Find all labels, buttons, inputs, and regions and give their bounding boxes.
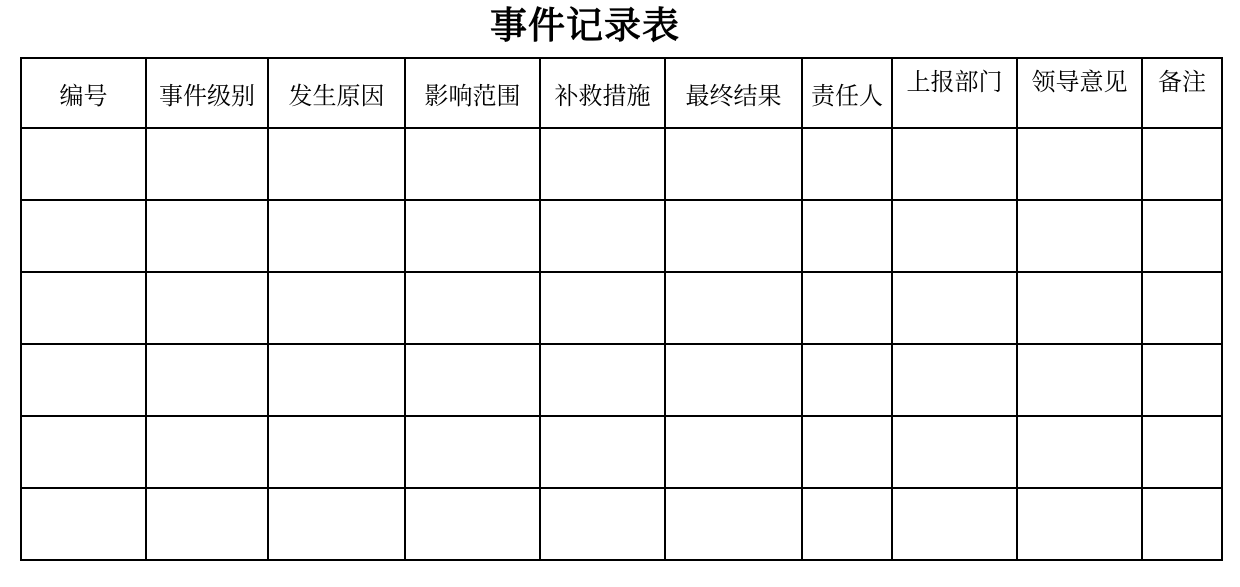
- table-cell: [146, 344, 268, 416]
- table-cell: [268, 488, 405, 560]
- table-cell: [665, 272, 802, 344]
- table-cell: [1017, 128, 1142, 200]
- table-cell: [802, 344, 892, 416]
- table-cell: [892, 272, 1017, 344]
- table-cell: [21, 416, 146, 488]
- table-cell: [146, 272, 268, 344]
- table-cell: [21, 344, 146, 416]
- column-header-reporting-department: 上报部门: [892, 58, 1017, 128]
- table-cell: [802, 416, 892, 488]
- table-row: [21, 416, 1222, 488]
- table-cell: [540, 416, 665, 488]
- document-title: 事件记录表: [490, 6, 680, 47]
- table-cell: [892, 344, 1017, 416]
- column-header-remarks: 备注: [1142, 58, 1222, 128]
- table-cell: [268, 344, 405, 416]
- column-header-number: 编号: [21, 58, 146, 128]
- column-header-leader-opinion: 领导意见: [1017, 58, 1142, 128]
- table-cell: [892, 200, 1017, 272]
- table-cell: [802, 200, 892, 272]
- table-cell: [146, 200, 268, 272]
- column-header-event-level: 事件级别: [146, 58, 268, 128]
- table-cell: [540, 488, 665, 560]
- table-cell: [665, 416, 802, 488]
- header-row: [21, 58, 1222, 128]
- table-cell: [1142, 416, 1222, 488]
- table-cell: [405, 272, 540, 344]
- table-cell: [1142, 344, 1222, 416]
- column-header-cause: 发生原因: [268, 58, 405, 128]
- table-cell: [665, 128, 802, 200]
- table-cell: [665, 488, 802, 560]
- table-row: [21, 128, 1222, 200]
- table-cell: [146, 488, 268, 560]
- table-cell: [1142, 200, 1222, 272]
- table-cell: [268, 128, 405, 200]
- table-cell: [405, 488, 540, 560]
- table-cell: [802, 272, 892, 344]
- table-cell: [21, 488, 146, 560]
- event-record-table: [20, 57, 1223, 561]
- table-cell: [268, 416, 405, 488]
- table-cell: [892, 488, 1017, 560]
- table-cell: [802, 488, 892, 560]
- table-cell: [892, 128, 1017, 200]
- table-cell: [405, 344, 540, 416]
- column-header-remedial-measures: 补救措施: [540, 58, 665, 128]
- table-cell: [1142, 488, 1222, 560]
- table-cell: [405, 128, 540, 200]
- table-cell: [1142, 272, 1222, 344]
- table-cell: [21, 272, 146, 344]
- table-cell: [540, 128, 665, 200]
- table-cell: [1017, 272, 1142, 344]
- table-cell: [665, 344, 802, 416]
- table-cell: [268, 272, 405, 344]
- table-cell: [802, 128, 892, 200]
- table-cell: [540, 344, 665, 416]
- table-cell: [21, 200, 146, 272]
- table-cell: [146, 128, 268, 200]
- table-cell: [540, 272, 665, 344]
- column-header-impact-scope: 影响范围: [405, 58, 540, 128]
- table-cell: [405, 416, 540, 488]
- table-cell: [1017, 200, 1142, 272]
- table-cell: [540, 200, 665, 272]
- table-cell: [1017, 416, 1142, 488]
- table-cell: [268, 200, 405, 272]
- table-body: [21, 128, 1222, 560]
- table-cell: [1142, 128, 1222, 200]
- column-header-responsible-person: 责任人: [802, 58, 892, 128]
- table-row: [21, 272, 1222, 344]
- table-cell: [1017, 488, 1142, 560]
- table-cell: [892, 416, 1017, 488]
- table-cell: [665, 200, 802, 272]
- table-cell: [146, 416, 268, 488]
- column-header-final-result: 最终结果: [665, 58, 802, 128]
- table-row: [21, 488, 1222, 560]
- table-row: [21, 344, 1222, 416]
- table-cell: [21, 128, 146, 200]
- table-row: [21, 200, 1222, 272]
- table-cell: [405, 200, 540, 272]
- table-cell: [1017, 344, 1142, 416]
